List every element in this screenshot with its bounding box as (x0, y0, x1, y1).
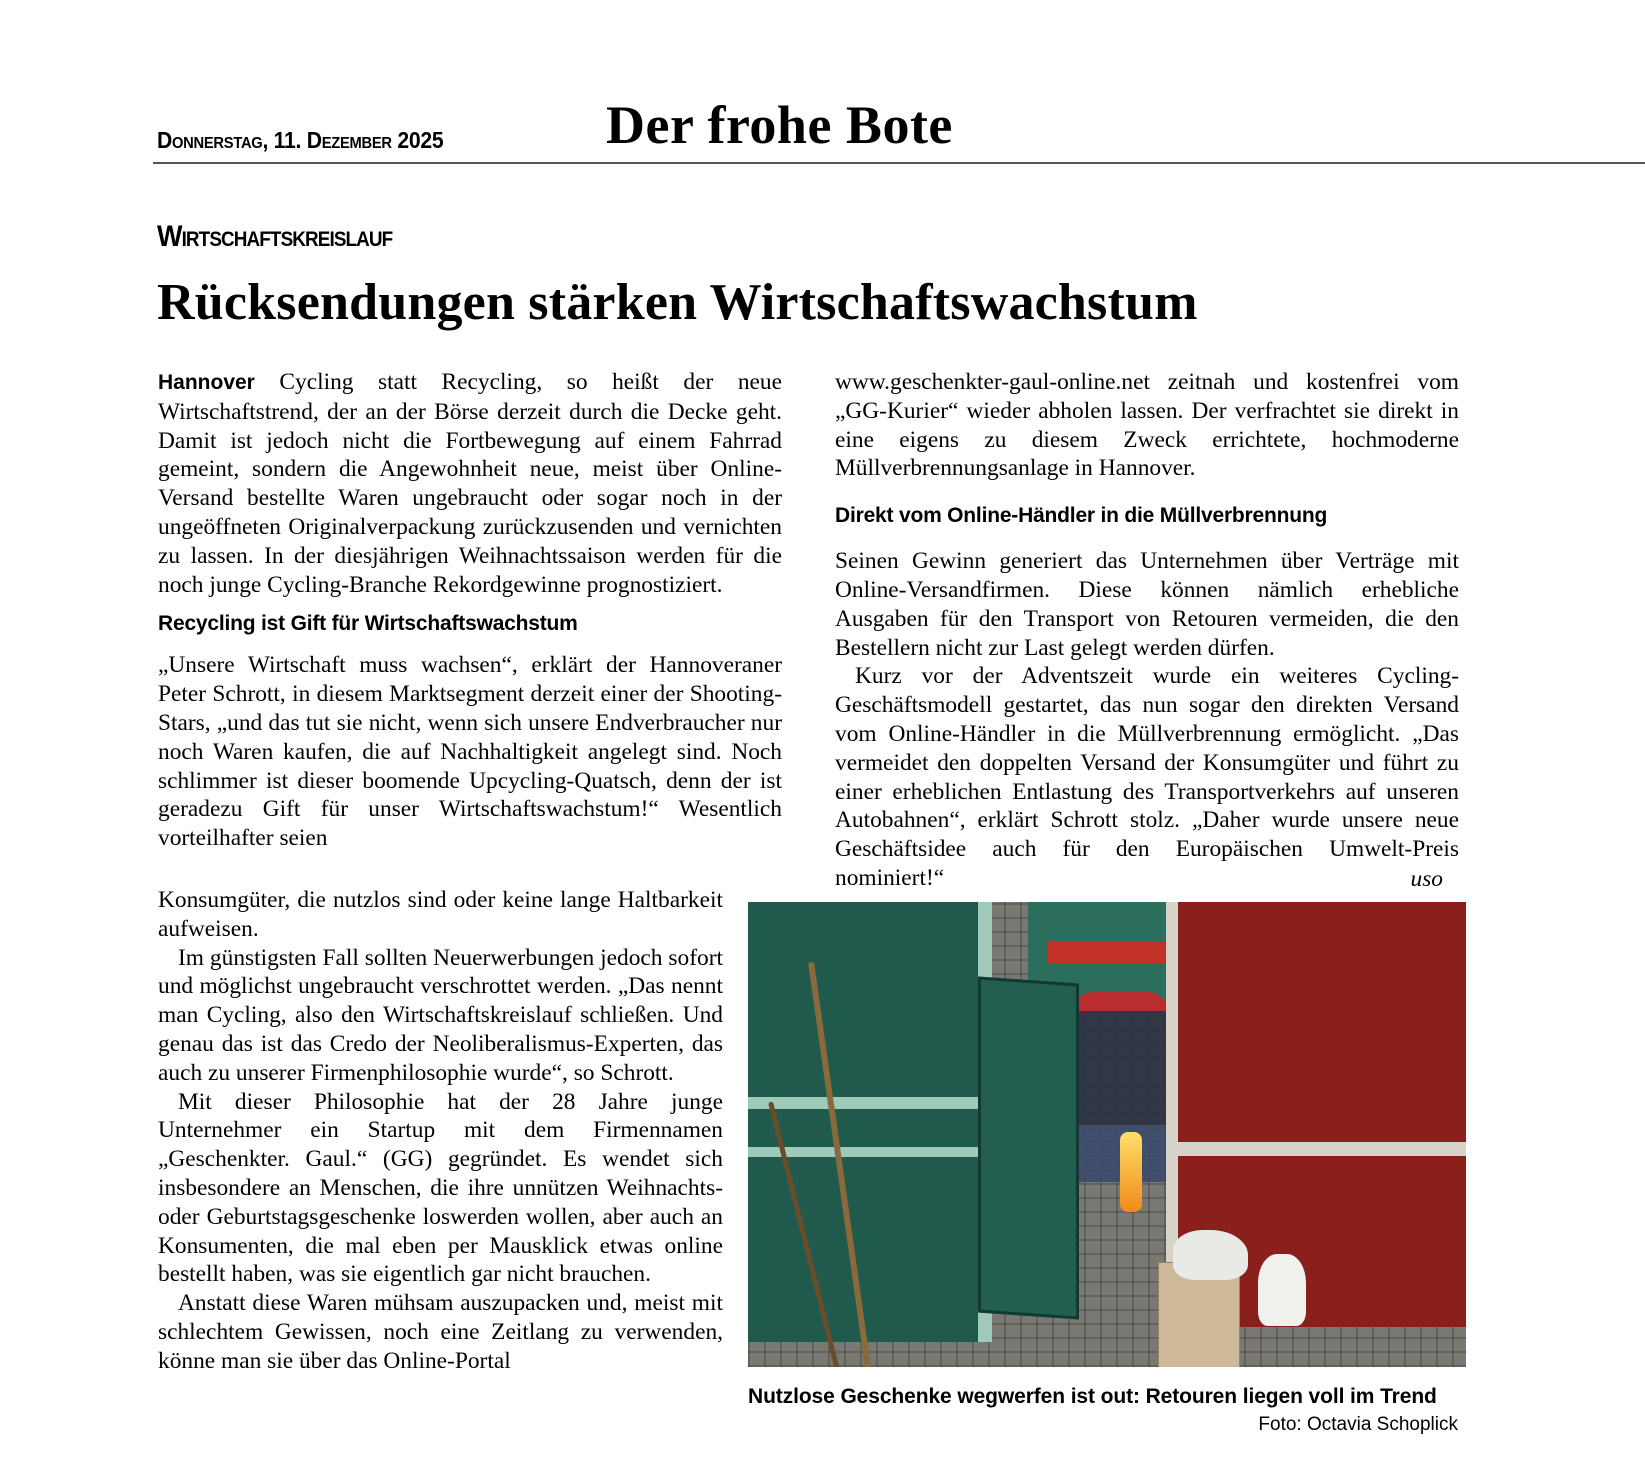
paragraph: „Unsere Wirtschaft muss wachsen“, erklärt der Hannoveraner Peter Schrott, in diesem Marktsegment derzeit einer der Shooting-Stars, „und das tut sie nicht, wenn sich unsere Endverbraucher nur noch Waren kaufen, die auf Nachhaltigkeit angelegt sind. Noch schlimmer ist dieser boomende Upcycling-Quatsch, denn der ist geradezu Gift für unser Wirtschaftswachstum!“ Wesentlich vorteilhafter seien (158, 652, 782, 852)
photo-open-door (978, 976, 1079, 1319)
photo-caption: Nutzlose Geschenke wegwerfen ist out: Retouren liegen voll im Trend (748, 1385, 1437, 1408)
paragraph: Seinen Gewinn generiert das Unternehmen über Verträge mit Online-Versandfirmen. Diese können nämlich erhebliche Ausgaben für den Transport von Retouren vermeiden, die den Bestellern nicht zur Last gelegt werden dürfen. (835, 548, 1459, 661)
photo-stall-sign (1048, 942, 1168, 964)
article-column-left-bottom (158, 886, 723, 1376)
paragraph: www.geschenkter-gaul-online.net zeitnah und kostenfrei vom „GG-Kurier“ wieder abholen lassen. Der verfrachtet sie direkt in eine eigens zu diesem Zweck errichtete, hochmoderne Müllverbrennungsanlage in Hannover. (835, 369, 1459, 482)
author-initials: uso (1410, 865, 1443, 892)
subheading-muellverbrennung: Direkt vom Online-Händler in die Müllverbrennung (835, 504, 1328, 528)
article-photo (748, 902, 1466, 1367)
intro-paragraph (158, 368, 782, 599)
section-kicker: Wirtschaftskreislauf (157, 220, 393, 253)
paragraph: Im günstigsten Fall sollten Neuerwerbungen jedoch sofort und möglichst ungebraucht verschrottet werden. „Das nennt man Cycling, also den Wirtschaftskreislauf schließen. Und genau das ist das Credo der Neoliberalismus-Experten, das auch zu unserer Firmenphilosophie wurde“, so Schrott. (158, 944, 723, 1086)
issue-date: Donnerstag, 11. Dezember 2025 (157, 127, 444, 153)
paragraph: Kurz vor der Adventszeit wurde ein weiteres Cycling-Geschäftsmodell gestartet, das nun sogar den direkten Versand vom Online-Händler in die Müllverbrennung ermöglicht. „Das vermeidet den doppelten Versand der Konsumgüter und führt zu einer erheblichen Entlastung des Transportverkehrs auf unseren Autobahnen“, erklärt Schrott stolz. „Daher wurde unsere neue Geschäftsidee auch für den Europäischen Umwelt-Preis nominiert!“ (835, 663, 1459, 891)
photo-plastic-bag (1258, 1254, 1306, 1326)
photo-green-hut (748, 902, 992, 1342)
photo-plastic-bag (1173, 1230, 1248, 1280)
photo-hut-beam (1166, 1142, 1466, 1156)
subheading-recycling: Recycling ist Gift für Wirtschaftswachstum (158, 612, 578, 636)
article-headline: Rücksendungen stärken Wirtschaftswachstum (157, 274, 1198, 331)
paragraph: Konsumgüter, die nutzlos sind oder keine lange Haltbarkeit aufweisen. (158, 887, 723, 942)
masthead-divider (153, 162, 1645, 164)
article-column-right (835, 368, 1459, 894)
intro-text: Cycling statt Recycling, so heißt der neue Wirtschaftstrend, der an der Börse derzeit durch die Decke geht. Damit ist jedoch nicht die Fortbewegung auf einem Fahrrad gemeint, sondern die Angewohnheit neue, meist über Online-Versand bestellte Waren ungebraucht oder sogar noch in der ungeöffneten Originalverpackung zurückzusenden und vernichten zu lassen. In der diesjährigen Weihnachtssaison werden für die noch junge Cycling-Branche Rekordgewinne prognostiziert. (158, 369, 782, 598)
article-column-left-top (158, 368, 782, 853)
newspaper-title: Der frohe Bote (606, 95, 953, 155)
paragraph: Anstatt diese Waren mühsam auszupacken und, meist mit schlechtem Gewissen, noch eine Zeitlang zu verwenden, könne man sie über das Online-Portal (158, 1290, 723, 1374)
dateline: Hannover (158, 371, 255, 394)
photo-credit: Foto: Octavia Schoplick (1258, 1414, 1458, 1435)
paragraph: Mit dieser Philosophie hat der 28 Jahre junge Unternehmer ein Startup mit dem Firmennamen „Geschenkter. Gaul.“ (GG) gegründet. Es wendet sich insbesondere an Menschen, die ihre unnützen Weihnachts- oder Geburtstagsgeschenke loswerden wollen, aber auch an Konsumenten, die mal eben per Mausklick etwas online bestellt haben, was sie eigentlich gar nicht brauchen. (158, 1088, 723, 1288)
photo-hut-beam (748, 1097, 978, 1109)
photo-lantern (1120, 1132, 1142, 1212)
